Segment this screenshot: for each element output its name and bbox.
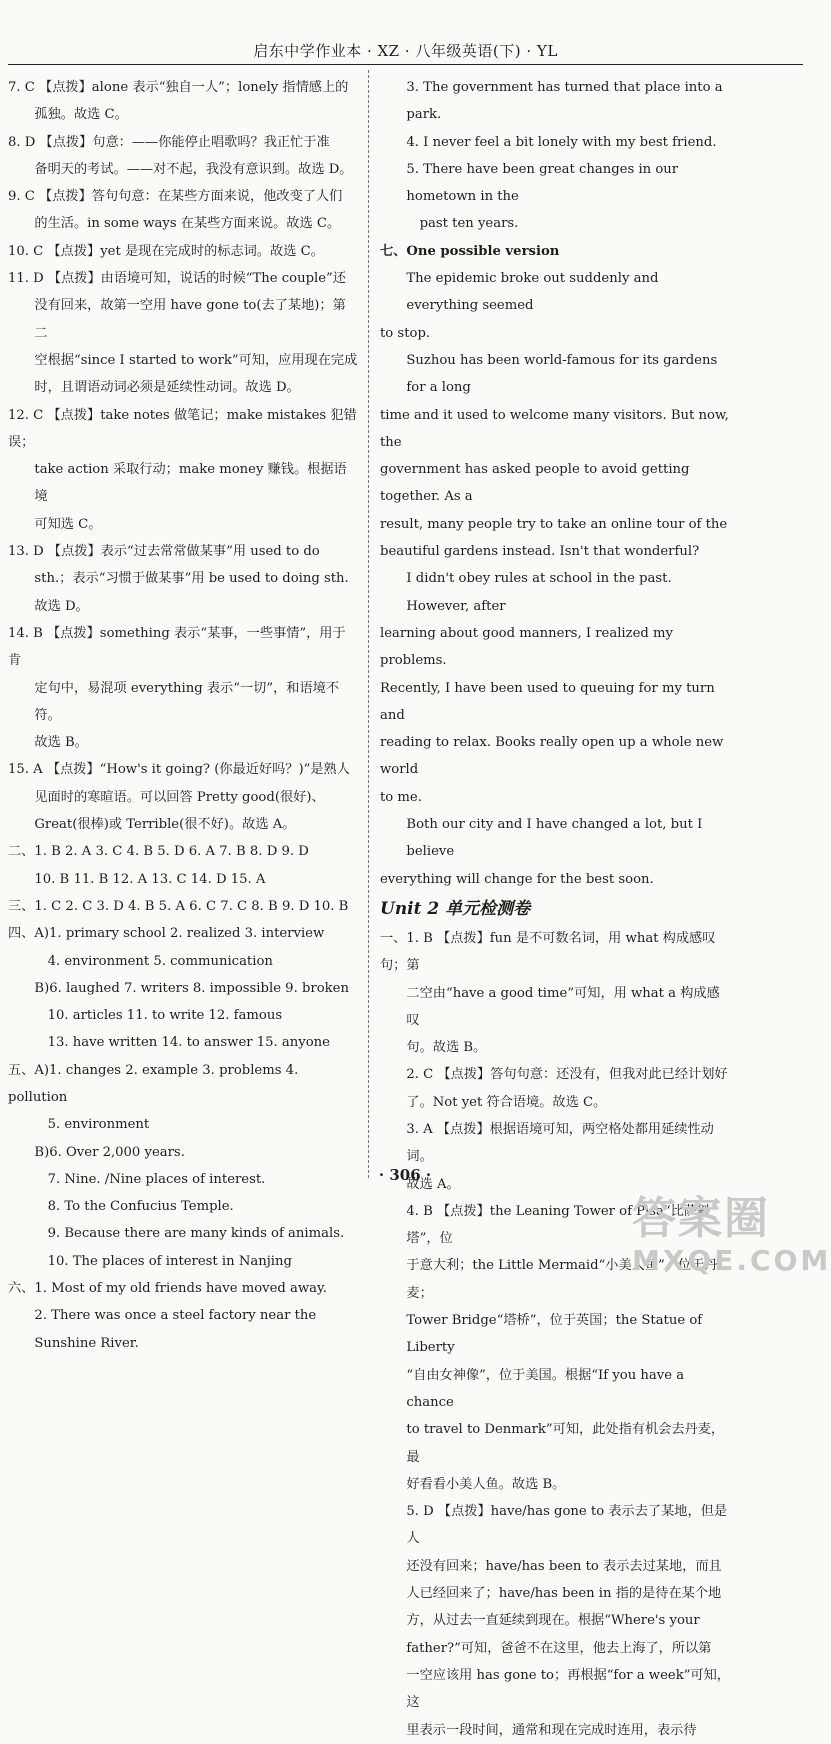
answer-line: 二空由“have a good time”可知，用 what a 构成感叹 <box>406 985 720 1028</box>
answer-line: 六、1. Most of my old friends have moved away. <box>8 1281 327 1297</box>
answer-line: 3. A 【点拨】根据语境可知，两空格处都用延续性动词。 <box>406 1121 714 1165</box>
answer-line: to travel to Denmark”可知，此处指有机会去丹麦，最 <box>406 1422 725 1465</box>
answer-line: 10. C 【点拨】yet 是现在完成时的标志词。故选 C。 <box>8 243 324 259</box>
answer-line: 可知选 C。 <box>34 516 102 532</box>
answer-line: 5. D 【点拨】have/has gone to 表示去了某地，但是人 <box>406 1504 728 1547</box>
answer-line: 见面时的寒暄语。可以回答 Pretty good(很好)、 <box>34 789 325 805</box>
answer-line: 了。Not yet 符合语境。故选 C。 <box>406 1094 607 1110</box>
column-divider <box>368 70 369 1178</box>
answer-line: Unit 2 单元检测卷 <box>380 898 531 919</box>
answer-line: 9. Because there are many kinds of animals. <box>47 1226 345 1242</box>
answer-line: B)6. Over 2,000 years. <box>34 1144 185 1160</box>
watermark-line1: 答案圈 <box>632 1193 770 1244</box>
answer-line: 故选 A。 <box>406 1176 460 1192</box>
answer-line: 句。故选 B。 <box>406 1040 487 1056</box>
answer-line: father?”可知，爸爸不在这里，他去上海了，所以第 <box>406 1640 712 1656</box>
answer-line: 7. Nine. /Nine places of interest. <box>47 1171 266 1187</box>
left-column <box>8 74 358 1357</box>
answer-line: result, many people try to take an online tour of the <box>380 516 728 532</box>
answer-line: “自由女神像”，位于美国。根据“If you have a chance <box>406 1367 685 1410</box>
answer-line: 2. C 【点拨】答句句意：还没有，但我对此已经计划好 <box>406 1067 728 1083</box>
answer-line: B)6. laughed 7. writers 8. impossible 9. broken <box>34 980 349 996</box>
watermark-line2: MXQE.COM <box>632 1244 831 1277</box>
answer-line: 好看看小美人鱼。故选 B。 <box>406 1476 566 1492</box>
answer-line: beautiful gardens instead. Isn't that wonderful? <box>380 544 700 560</box>
answer-line: everything will change for the best soon. <box>380 871 654 887</box>
answer-line: to stop. <box>380 325 431 341</box>
answer-line: 孤独。故选 C。 <box>34 107 128 123</box>
answer-line: 10. articles 11. to write 12. famous <box>47 1008 283 1024</box>
page-header: 启东中学作业本 · XZ · 八年级英语(下) · YL <box>253 42 558 60</box>
answer-line: 七、One possible version <box>380 243 560 259</box>
answer-line: 一空应该用 has gone to；再根据“for a week”可知，这 <box>406 1667 730 1711</box>
answer-line: learning about good manners, I realized my problems. <box>380 625 673 669</box>
answer-line: 12. C 【点拨】take notes 做笔记；make mistakes 犯错误； <box>8 407 357 450</box>
answer-line: 9. C 【点拨】答句句意：在某些方面来说，他改变了人们 <box>8 189 343 205</box>
answer-line: I didn't obey rules at school in the past. However, after <box>406 571 672 614</box>
answer-line: Both our city and I have changed a lot, but I believe <box>406 817 703 860</box>
answer-line: 14. B 【点拨】something 表示“某事，一些事情”，用于肯 <box>8 625 346 669</box>
answer-line: time and it used to welcome many visitors. But now, the <box>380 407 729 450</box>
answer-line: 13. D 【点拨】表示“过去常常做某事”用 used to do <box>8 544 320 560</box>
answer-line: 7. C 【点拨】alone 表示“独自一人”；lonely 指情感上的 <box>8 80 349 95</box>
answer-line: 3. The government has turned that place into a park. <box>406 80 723 123</box>
answer-line: 10. B 11. B 12. A 13. C 14. D 15. A <box>34 871 266 887</box>
answer-line: 故选 D。 <box>34 598 89 614</box>
answer-line: government has asked people to avoid getting together. As a <box>380 462 690 505</box>
answer-line: Great(很棒)或 Terrible(很不好)。故选 A。 <box>34 817 296 833</box>
answer-line: 一、1. B 【点拨】fun 是不可数名词，用 what 构成感叹句；第 <box>380 930 716 974</box>
answer-line: 方，从过去一直延续到现在。根据“Where's your <box>406 1613 700 1629</box>
answer-line: 没有回来，故第一空用 have gone to(去了某地)；第二 <box>34 298 346 341</box>
answer-line: 10. The places of interest in Nanjing <box>47 1253 292 1269</box>
page-number: · 306 · <box>378 1166 432 1184</box>
answer-line: 于意大利；the Little Mermaid“小美人鱼”，位于丹麦； <box>406 1258 718 1301</box>
answer-line: 还没有回来；have/has been to 表示去过某地，而且 <box>406 1558 722 1574</box>
answer-line: Tower Bridge“塔桥”，位于英国；the Statue of Liberty <box>406 1313 703 1356</box>
answer-line: 里表示一段时间，通常和现在完成时连用，表示待 <box>406 1722 697 1738</box>
answer-line: 4. environment 5. communication <box>47 953 273 969</box>
answer-line: 4. I never feel a bit lonely with my best friend. <box>406 134 717 150</box>
answer-line: 8. To the Confucius Temple. <box>47 1199 234 1215</box>
answer-line: 备明天的考试。——对不起，我没有意识到。故选 D。 <box>34 161 353 177</box>
answer-line: 5. There have been great changes in our hometown in the <box>406 161 679 205</box>
answer-line: 15. A 【点拨】“How's it going? (你最近好吗？)”是熟人 <box>8 762 350 778</box>
answer-line: 8. D 【点拨】句意：——你能停止唱歌吗？我正忙于准 <box>8 134 330 150</box>
answer-line: 4. B 【点拨】the Leaning Tower of Pisa“比萨斜塔”，位 <box>406 1203 711 1247</box>
answer-line: 2. There was once a steel factory near the Sunshine River. <box>34 1308 317 1351</box>
answer-line: Recently, I have been used to queuing for my turn and <box>380 680 715 723</box>
answer-line: 空根据“since I started to work”可知，应用现在完成 <box>34 352 358 368</box>
right-column <box>380 74 730 1744</box>
answer-line: 二、1. B 2. A 3. C 4. B 5. D 6. A 7. B 8. D 9. D <box>8 844 309 860</box>
answer-line: sth.；表示“习惯于做某事”用 be used to doing sth. <box>34 571 349 587</box>
answer-line: The epidemic broke out suddenly and everything seemed <box>406 271 659 314</box>
answer-line: 11. D 【点拨】由语境可知，说话的时候“The couple”还 <box>8 271 346 287</box>
answer-line: 定句中，易混项 everything 表示“一切”，和语境不符。 <box>34 680 340 723</box>
header-rule <box>8 64 803 65</box>
answer-line: 13. have written 14. to answer 15. anyone <box>47 1035 330 1051</box>
answer-line: 的生活。in some ways 在某些方面来说。故选 C。 <box>34 216 341 232</box>
answer-line: to me. <box>380 789 422 805</box>
answer-line: past ten years. <box>419 216 519 232</box>
answer-line: Suzhou has been world-famous for its gardens for a long <box>406 352 718 396</box>
answer-line: 时，且谓语动词必须是延续性动词。故选 D。 <box>34 380 300 396</box>
answer-line: reading to relax. Books really open up a whole new world <box>380 735 724 778</box>
answer-line: 故选 B。 <box>34 735 88 751</box>
watermark-logo <box>632 1193 831 1277</box>
answer-line: take action 采取行动；make money 赚钱。根据语境 <box>34 462 347 505</box>
answer-line: 三、1. C 2. C 3. D 4. B 5. A 6. C 7. C 8. B 9. D 10. B <box>8 898 349 914</box>
answer-line: 四、A)1. primary school 2. realized 3. interview <box>8 926 325 942</box>
answer-line: 5. environment <box>47 1117 150 1133</box>
answer-line: 五、A)1. changes 2. example 3. problems 4. pollution <box>8 1062 299 1105</box>
answer-line: 人已经回来了；have/has been in 指的是待在某个地 <box>406 1586 722 1602</box>
